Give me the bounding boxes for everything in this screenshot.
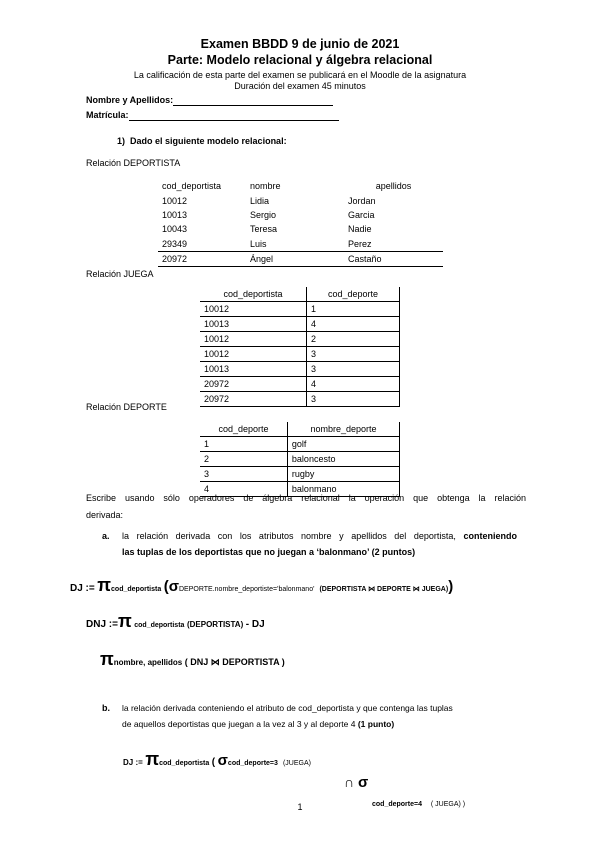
table-cell: 10012 [162,195,188,206]
question-text: Dado el siguiente modelo relacional: [130,136,287,146]
table-cell: Luis [246,237,344,252]
projection-attr: cod_deportista [111,586,162,593]
table-row [200,452,400,467]
table-row [200,302,400,317]
name-field [86,95,333,106]
column-header: cod_deportista [162,181,222,192]
selection-condition: cod_deporte=4 [372,801,422,808]
exam-part-title: Parte: Modelo relacional y álgebra relacional [167,53,433,67]
formula-lhs: DJ := [123,758,143,767]
table-cell: 1 [306,302,399,317]
question-1 [117,136,287,146]
table-cell: 10012 [200,302,306,317]
table-cell: golf [287,437,399,452]
column-header: cod_deporte [200,422,287,437]
pi-symbol: π [145,749,160,769]
table-row [158,237,443,252]
part-b-points: (1 punto) [357,719,395,729]
table-header-row [200,287,400,302]
relation-expression: (DEPORTISTA) [186,620,244,629]
table-row [200,377,400,392]
table-cell: 10013 [162,209,188,220]
paren-open: ( [163,578,169,595]
table-cell: baloncesto [287,452,399,467]
table-row [200,317,400,332]
table-cell: Castaño [344,251,443,266]
table-cell: Ángel [246,251,344,266]
instructions-line2: derivada: [86,510,124,520]
table-cell: rugby [287,467,399,482]
selection-condition: cod_deporte=3 [227,760,278,767]
table-cell: 10012 [200,332,306,347]
duration-note: Duración del examen 45 minutos [234,81,366,91]
table-cell: 29349 [158,237,246,252]
table-cell: Perez [344,237,443,252]
deportista-caption: Relación DEPORTISTA [86,158,181,168]
formula-dj [70,576,453,599]
table-row [158,208,443,222]
intersection-symbol: ∩ [344,774,355,790]
part-b-line1: la relación derivada conteniendo el atributo de cod_deportista y que contenga las tuplas [122,703,453,713]
table-row [200,362,400,377]
table-cell: 10012 [200,347,306,362]
table-cell: 2 [306,332,399,347]
part-a-line2 [122,547,415,557]
relation-expression: ( DNJ ⋈ DEPORTISTA ) [184,657,285,667]
matricula-blank [129,110,339,121]
name-blank [173,95,333,106]
sigma-symbol: σ [168,578,179,595]
table-cell: 3 [306,347,399,362]
matricula-label: Matrícula: [86,110,129,120]
paren-close: ) [448,578,454,595]
table-cell: 3 [200,467,287,482]
formula-lhs: DJ := [70,583,95,594]
pi-symbol: π [117,611,132,631]
column-header: cod_deportista [200,287,306,302]
formula-lhs: DNJ := [86,619,118,630]
sigma-symbol: σ [217,752,228,769]
question-number: 1) [117,136,126,146]
paren-open: ( [211,757,216,768]
table-header-row [158,179,443,193]
table-row [200,347,400,362]
part-b-text: de aquellos deportistas que juegan a la vez al 3 y al deporte 4 [122,719,356,729]
juega-caption: Relación JUEGA [86,269,154,279]
relation-expression: (JUEGA) [282,760,311,767]
deportista-table [158,179,443,267]
table-cell: 2 [200,452,287,467]
table-row [158,193,443,207]
table-cell: Teresa [250,224,278,235]
projection-attr: cod_deportista [159,760,210,767]
table-cell: 20972 [158,251,246,266]
part-a-line1 [122,531,517,541]
intersection-operator [344,774,368,791]
table-cell: 10013 [200,317,306,332]
table-cell: Lidia [250,195,270,206]
pi-symbol: π [97,575,112,595]
table-row [158,251,443,266]
table-row [158,222,443,236]
part-a-text: la relación derivada con los atributos nombre y apellidos del deportista, [122,531,456,541]
table-cell: 1 [200,437,287,452]
instructions-line1: Escribe usando sólo operadores de álgebra relacional la operación que obtenga la relación [86,493,526,503]
part-b-letter: b. [102,703,110,713]
table-cell: Nadie [348,224,372,235]
relation-expression: (DEPORTISTA ⋈ DEPORTE ⋈ JUEGA) [319,586,449,593]
table-cell: 3 [306,392,399,407]
juega-table [200,287,400,407]
part-a-emphasis: conteniendo [463,531,517,541]
pi-symbol: π [100,649,114,669]
table-row [200,392,400,407]
table-cell: 4 [306,317,399,332]
matricula-field [86,110,339,121]
table-row [200,437,400,452]
name-label: Nombre y Apellidos: [86,95,174,105]
part-a-question: las tuplas de los deportistas que no juegan a ‘balonmano’ [122,547,370,557]
relation-expression: ( JUEGA) ) [430,801,466,808]
table-cell: 3 [306,362,399,377]
table-cell: 20972 [200,392,306,407]
part-a-letter: a. [102,531,110,541]
grading-note: La calificación de esta parte del examen se publicará en el Moodle de la asignatura [133,70,467,80]
table-cell: 10013 [200,362,306,377]
part-a-points: (2 puntos) [371,547,416,557]
formula-dnj [86,612,265,635]
table-row [200,467,400,482]
table-cell: Sergio [250,209,277,220]
table-cell: Garcia [348,209,375,220]
table-header-row [200,422,400,437]
deporte-caption: Relación DEPORTE [86,402,167,412]
table-cell: 10043 [162,224,188,235]
column-header: cod_deporte [306,287,399,302]
table-cell: Jordan [348,195,376,206]
table-row [200,332,400,347]
selection-condition: DEPORTE.nombre_deportiste='balonmano' [179,586,315,593]
table-cell: 20972 [200,377,306,392]
column-header: nombre_deporte [287,422,399,437]
projection-attr: nombre, apellidos [113,658,183,667]
table-cell: balonmano [287,482,399,497]
deporte-table [200,422,400,497]
table-cell: 4 [306,377,399,392]
page-number: 1 [297,802,303,812]
part-b-line2 [122,719,394,729]
column-header: nombre [250,181,281,192]
sigma-symbol: σ [357,774,369,791]
table-cell: 4 [200,482,287,497]
projection-attr: cod_deportista [134,622,185,629]
exam-title: Examen BBDD 9 de junio de 2021 [200,37,400,51]
column-header: apellidos [375,181,412,192]
formula-final [100,650,285,672]
difference-expression: - DJ [245,619,265,630]
formula-b [123,750,311,773]
